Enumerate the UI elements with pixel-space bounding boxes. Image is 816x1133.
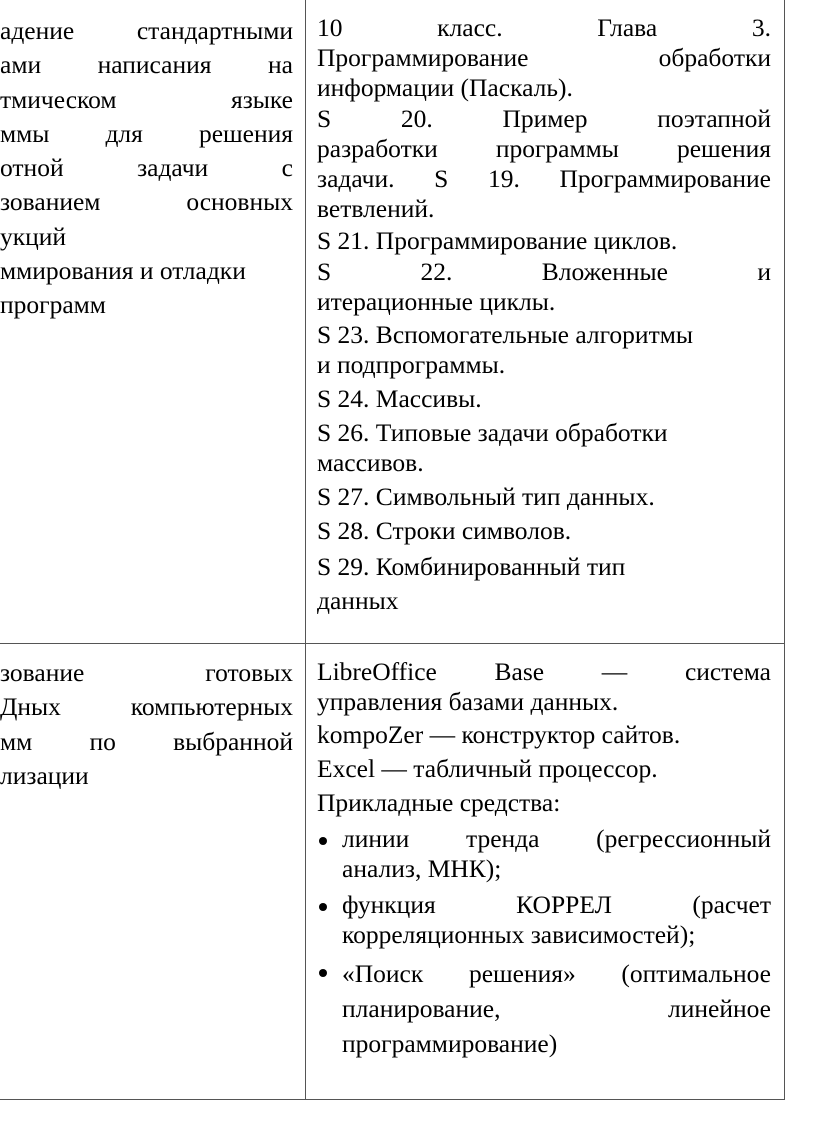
text-line: информации (Паскаль). <box>317 73 573 102</box>
libreoffice-base <box>317 657 771 717</box>
row1-left-line: тмическом языке <box>0 84 293 114</box>
table-right-border <box>784 0 785 1100</box>
section-s24 <box>317 384 771 414</box>
applied-tools-heading <box>317 788 771 818</box>
row2-left-line: лизации <box>0 760 89 790</box>
section-s23 <box>317 320 771 380</box>
text-line: S 20. Пример поэтапной <box>317 104 771 133</box>
row1-left-line: программ <box>0 290 106 320</box>
list-item <box>317 956 771 1061</box>
text-line: Прикладные средства: <box>317 788 561 817</box>
text-line: планирование, линейное <box>342 994 771 1023</box>
text-line: итерационные циклы. <box>317 287 556 316</box>
text-line: S 24. Массивы. <box>317 384 482 413</box>
text-line: линии тренда (регрессионный <box>342 824 771 853</box>
row2-left-line: Дных компьютерных <box>0 692 293 722</box>
text-line: kompoZer — конструктор сайтов. <box>317 720 681 749</box>
bullet-icon <box>319 903 327 911</box>
section-s21 <box>317 226 771 256</box>
text-line: 10 класс. Глава 3. <box>317 13 771 42</box>
bullet-icon <box>319 837 327 845</box>
text-line: задачи. S 19. Программирование <box>317 164 771 193</box>
row2-left-cell <box>0 656 293 793</box>
text-line: S 27. Символьный тип данных. <box>317 482 655 511</box>
text-line: «Поиск решения» (оптимальное <box>342 959 771 988</box>
list-item <box>317 824 771 884</box>
text-line: ветвлений. <box>317 194 435 223</box>
section-s28 <box>317 516 771 546</box>
text-line: разработки программы решения <box>317 134 771 163</box>
row1-left-line: зованием основных <box>0 187 293 217</box>
text-line: корреляционных зависимостей); <box>342 920 696 949</box>
text-line: Программирование обработки <box>317 43 771 72</box>
section-s26 <box>317 418 771 478</box>
text-line: программирование) <box>342 1029 558 1058</box>
text-line: и подпрограммы. <box>317 350 506 379</box>
row1-right-cell <box>317 13 771 621</box>
table-bottom-border <box>0 1099 785 1100</box>
text-line: массивов. <box>317 448 424 477</box>
chapter-heading <box>317 13 771 103</box>
row1-left-cell <box>0 14 293 323</box>
text-line: S 29. Комбинированный тип <box>317 552 626 581</box>
excel <box>317 754 771 784</box>
bullet-icon <box>319 969 327 977</box>
text-line: S 28. Строки символов. <box>317 516 572 545</box>
applied-tools-list <box>317 824 771 1061</box>
row1-left-line: отной задачи с <box>0 153 293 183</box>
section-s27 <box>317 482 771 512</box>
text-line: функция КОРРЕЛ (расчет <box>342 890 771 919</box>
text-line: S 22. Вложенные и <box>317 257 771 286</box>
row2-right-cell <box>317 657 771 1067</box>
text-line: анализ, МНК); <box>342 854 502 883</box>
text-line: Excel — табличный процессор. <box>317 754 658 783</box>
row-divider <box>0 643 785 644</box>
section-s29 <box>317 550 771 618</box>
row2-left-line: зование готовых <box>0 658 293 687</box>
row1-left-line: ммы для решения <box>0 118 293 148</box>
section-s22 <box>317 257 771 317</box>
text-line: управления базами данных. <box>317 687 619 716</box>
text-line: S 26. Типовые задачи обработки <box>317 418 668 447</box>
row1-left-line: ммирования и отладки <box>0 256 246 286</box>
text-line: S 23. Вспомогательные алгоритмы <box>317 320 693 349</box>
text-line: S 21. Программирование циклов. <box>317 226 678 255</box>
row2-left-line: мм по выбранной <box>0 726 293 756</box>
row1-left-line: укций <box>0 221 67 251</box>
section-s20 <box>317 104 771 224</box>
text-line: данных <box>317 586 399 615</box>
kompozer <box>317 720 771 750</box>
column-divider <box>305 0 306 1100</box>
text-line: LibreOffice Base — система <box>317 657 771 686</box>
row1-left-line: ами написания на <box>0 50 293 80</box>
row1-left-line: адение стандартными <box>0 16 293 45</box>
list-item <box>317 890 771 950</box>
